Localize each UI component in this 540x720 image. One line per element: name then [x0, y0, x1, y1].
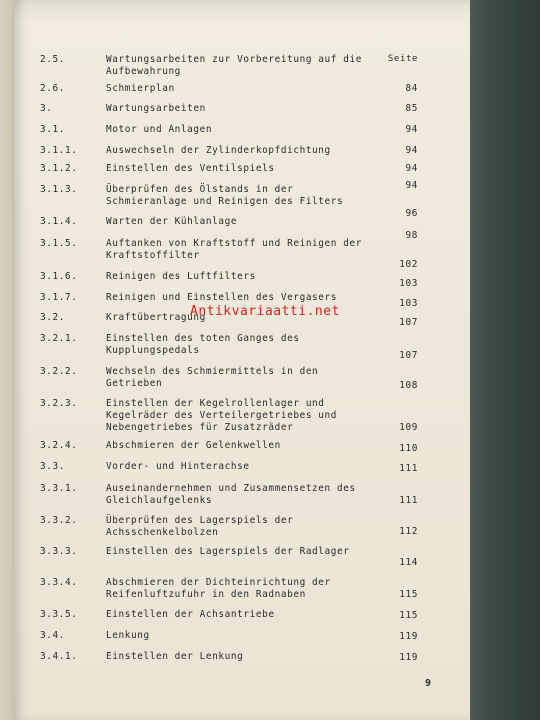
toc-number: 3.1.1.	[40, 145, 78, 156]
toc-number: 3.1.5.	[40, 238, 78, 249]
toc-page: 94	[405, 180, 418, 191]
toc-page: 111	[399, 495, 418, 506]
page-number: 9	[424, 678, 432, 689]
toc-title: Kraftübertragung	[106, 312, 206, 323]
page-shadow	[14, 0, 470, 22]
toc-page: 94	[405, 145, 418, 156]
toc-title: Überprüfen des Ölstands in der Schmieranlage und Reinigen des Filters	[106, 184, 344, 207]
toc-title: Einstellen des Ventilspiels	[106, 163, 275, 174]
toc-page: 119	[399, 652, 418, 663]
toc-number: 3.4.1.	[40, 651, 78, 662]
toc-number: 3.2.3.	[40, 398, 78, 409]
toc-number: 3.4.	[40, 630, 65, 641]
toc-title: Auswechseln der Zylinderkopfdichtung	[106, 145, 331, 156]
toc-number: 3.2.	[40, 312, 65, 323]
toc-page: 94	[405, 163, 418, 174]
toc-title: Einstellen der Achsantriebe	[106, 609, 275, 620]
toc-title: Reinigen und Einstellen des Vergasers	[106, 292, 338, 303]
toc-number: 3.1.3.	[40, 184, 78, 195]
toc-number: 2.6.	[40, 83, 65, 94]
page-column-label: Seite	[387, 54, 418, 64]
toc-number: 3.3.4.	[40, 577, 78, 588]
toc-title: Abschmieren der Gelenkwellen	[106, 440, 281, 451]
toc-title: Wechseln des Schmiermittels in den Getrieben	[106, 366, 319, 389]
toc-title: Überprüfen des Lagerspiels der Achsschenkelbolzen	[106, 515, 294, 538]
toc-title: Abschmieren der Dichteinrichtung der Reifenluftzufuhr in den Radnaben	[106, 577, 331, 600]
toc-number: 3.3.2.	[40, 515, 78, 526]
toc-page: 102	[399, 259, 418, 270]
toc-page: 107	[399, 317, 418, 328]
toc-title: Wartungsarbeiten	[106, 103, 206, 114]
watermark-text: Antikvariaatti.net	[190, 304, 340, 319]
toc-title: Einstellen des Lagerspiels der Radlager	[106, 546, 350, 557]
toc-page: 115	[399, 610, 418, 621]
toc-title: Wartungsarbeiten zur Vorbereitung auf die Aufbewahrung	[106, 54, 363, 77]
toc-number: 3.1.7.	[40, 292, 78, 303]
toc-page: 103	[399, 278, 418, 289]
toc-page: 84	[405, 83, 418, 94]
toc-number: 3.3.5.	[40, 609, 78, 620]
toc-title: Einstellen der Lenkung	[106, 651, 244, 662]
toc-number: 3.3.1.	[40, 483, 78, 494]
toc-title: Lenkung	[106, 630, 150, 641]
toc-page: 111	[399, 463, 418, 474]
toc-page: 110	[399, 443, 418, 454]
toc-title: Warten der Kühlanlage	[106, 216, 238, 227]
toc-title: Auftanken von Kraftstoff und Reinigen der Kraftstoffilter	[106, 238, 363, 261]
toc-title: Reinigen des Luftfilters	[106, 271, 256, 282]
toc-title: Schmierplan	[106, 83, 175, 94]
toc-number: 3.2.2.	[40, 366, 78, 377]
toc-title: Motor und Anlagen	[106, 124, 213, 135]
toc-page: 108	[399, 380, 418, 391]
toc-number: 3.2.4.	[40, 440, 78, 451]
toc-page: 112	[399, 526, 418, 537]
toc-number: 3.1.4.	[40, 216, 78, 227]
toc-number: 3.1.2.	[40, 163, 78, 174]
toc-number: 3.1.6.	[40, 271, 78, 282]
toc-number: 2.5.	[40, 54, 65, 65]
toc-title: Einstellen der Kegelrollenlager und Kegelräder des Verteilergetriebes und Nebengetriebes für Zusatzräder	[106, 398, 338, 433]
toc-number: 3.1.	[40, 124, 65, 135]
toc-page: 94	[405, 124, 418, 135]
toc-page: 115	[399, 589, 418, 600]
toc-title: Vorder- und Hinterachse	[106, 461, 250, 472]
toc-page: 109	[399, 422, 418, 433]
toc-page: 85	[405, 103, 418, 114]
toc-page: 98	[405, 230, 418, 241]
toc-page: 103	[399, 298, 418, 309]
toc-number: 3.2.1.	[40, 333, 78, 344]
toc-number: 3.	[40, 103, 53, 114]
toc-page: 119	[399, 631, 418, 642]
toc-title: Einstellen des toten Ganges des Kupplungspedals	[106, 333, 300, 356]
toc-number: 3.3.3.	[40, 546, 78, 557]
toc-number: 3.3.	[40, 461, 65, 472]
toc-page: 114	[399, 557, 418, 568]
toc-page: 96	[405, 208, 418, 219]
toc-title: Auseinandernehmen und Zusammensetzen des Gleichlaufgelenks	[106, 483, 356, 506]
toc-page: 107	[399, 350, 418, 361]
